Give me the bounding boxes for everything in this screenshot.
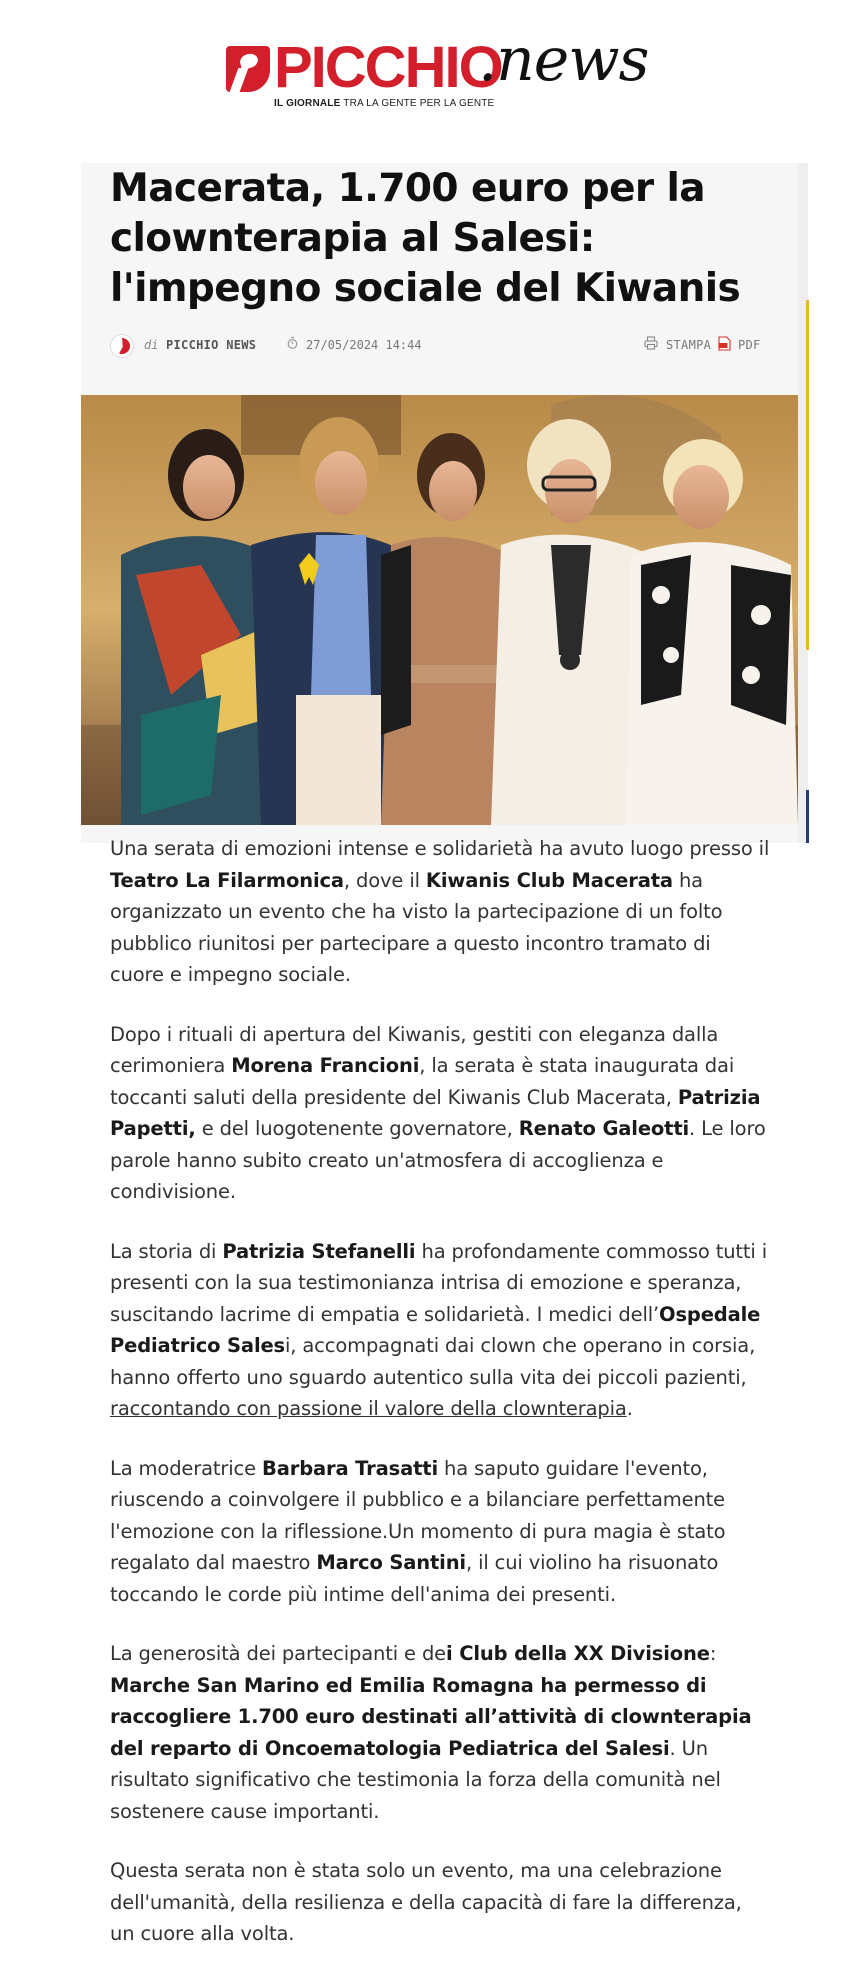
pdf-file-icon bbox=[718, 336, 731, 351]
text-run: , dove il bbox=[343, 868, 426, 892]
bold-text: Kiwanis Club Macerata bbox=[425, 868, 673, 892]
text-run: ha saputo guidare l'evento, riuscendo a coinvolgere il pubblico e a bilanciare perfettamente l'emozione con la riflessione.Un momento di pura magia è stato regalato dal maestro bbox=[110, 1456, 726, 1574]
article-headline: Macerata, 1.700 euro per la clownterapia al Salesi: l'impegno sociale del Kiwanis bbox=[110, 166, 741, 311]
bold-text: Renato Galeotti bbox=[518, 1117, 690, 1140]
printer-icon bbox=[644, 336, 658, 350]
print-label: STAMPA bbox=[666, 338, 712, 352]
text-run: i, accompagnati dai clown che operano in corsia, hanno offerto uno sguardo autentico sulla vita dei piccoli pazienti, bbox=[110, 1334, 756, 1389]
stopwatch-icon bbox=[287, 336, 298, 350]
bold-text: Patrizia Papetti, bbox=[110, 1085, 761, 1140]
bold-text: Teatro La Filarmonica bbox=[110, 868, 344, 892]
author-avatar[interactable] bbox=[110, 334, 134, 358]
publish-date: 27/05/2024 14:44 bbox=[306, 338, 422, 352]
article-meta bbox=[110, 334, 762, 358]
article-paragraph bbox=[110, 1236, 770, 1425]
tagline-bold: IL GIORNALE bbox=[274, 98, 341, 109]
text-run: . Un risultato significativo che testimonia la forza della comunità nel sostenere cause importanti. bbox=[110, 1736, 721, 1823]
accent-bar-yellow bbox=[806, 300, 809, 650]
logo-suffix-text: .news bbox=[478, 25, 649, 95]
text-run: Una serata di emozioni intense e solidarietà ha avuto luogo presso il bbox=[110, 837, 770, 860]
text-run: e del luogotenente governatore, bbox=[195, 1117, 519, 1140]
author-prefix: di bbox=[144, 338, 159, 352]
pdf-label: PDF bbox=[738, 338, 761, 352]
author-name[interactable]: PICCHIO NEWS bbox=[166, 338, 257, 352]
article-paragraph bbox=[110, 1453, 770, 1611]
logo-brand-text: PICCHIO bbox=[274, 35, 502, 100]
bold-text: Marche San Marino ed Emilia Romagna ha permesso di raccogliere 1.700 euro destinati all’attività di clownterapia del reparto di Oncoematologia Pediatrica del Salesi bbox=[110, 1673, 752, 1760]
text-run: Dopo i rituali di apertura del Kiwanis, gestiti con eleganza dalla cerimoniera bbox=[110, 1022, 719, 1077]
article-paragraph bbox=[110, 1855, 770, 1950]
accent-bar-blue bbox=[806, 790, 809, 843]
inline-link[interactable]: raccontando con passione il valore della clownterapia bbox=[110, 1397, 627, 1420]
article-paragraph bbox=[110, 1019, 770, 1208]
woodpecker-logo-icon bbox=[226, 46, 270, 92]
article-photo bbox=[81, 395, 798, 825]
site-tagline bbox=[274, 98, 494, 109]
text-run: ha profondamente commosso tutti i presenti con la sua testimonianza intrisa di emozione e speranza, suscitando lacrime di empatia e solidarietà. I medici dell’ bbox=[110, 1239, 767, 1326]
article-body bbox=[110, 833, 770, 1978]
text-run: . Le loro parole hanno subito creato un'atmosfera di accoglienza e condivisione. bbox=[110, 1117, 766, 1203]
text-run: La storia di bbox=[110, 1239, 223, 1263]
tagline-rest: TRA LA GENTE PER LA GENTE bbox=[340, 98, 495, 109]
text-run: , il cui violino ha risuonato toccando le corde più intime dell'anima dei presenti. bbox=[110, 1551, 719, 1606]
text-run: Questa serata non è stata solo un evento, ma una celebrazione dell'umanità, della resilienza e della capacità di fare la differenza, un cuore alla volta. bbox=[110, 1859, 742, 1945]
text-run: La generosità dei partecipanti e de bbox=[110, 1642, 447, 1665]
article-paragraph bbox=[110, 1638, 770, 1827]
site-logo[interactable] bbox=[226, 25, 649, 112]
bold-text: Patrizia Stefanelli bbox=[222, 1239, 416, 1263]
article-paragraph bbox=[110, 833, 770, 991]
text-run: . bbox=[626, 1397, 633, 1420]
bold-text: Ospedale Pediatrico Sales bbox=[110, 1302, 761, 1357]
bold-text: i Club della XX Divisione bbox=[446, 1642, 710, 1665]
bold-text: Marco Santini bbox=[316, 1551, 466, 1574]
text-run: , la serata è stata inaugurata dai toccanti saluti della presidente del Kiwanis Club Macerata, bbox=[110, 1054, 735, 1109]
bold-text: Barbara Trasatti bbox=[262, 1456, 438, 1480]
text-run: ha organizzato un evento che ha visto la partecipazione di un folto pubblico riunitosi per partecipare a questo incontro tramato di cuore e impegno sociale. bbox=[110, 868, 723, 986]
site-header bbox=[0, 0, 860, 120]
group-photo-illustration bbox=[81, 395, 798, 825]
bold-text: Morena Francioni bbox=[231, 1054, 420, 1077]
text-run: : bbox=[709, 1642, 717, 1665]
text-run: La moderatrice bbox=[110, 1456, 263, 1480]
